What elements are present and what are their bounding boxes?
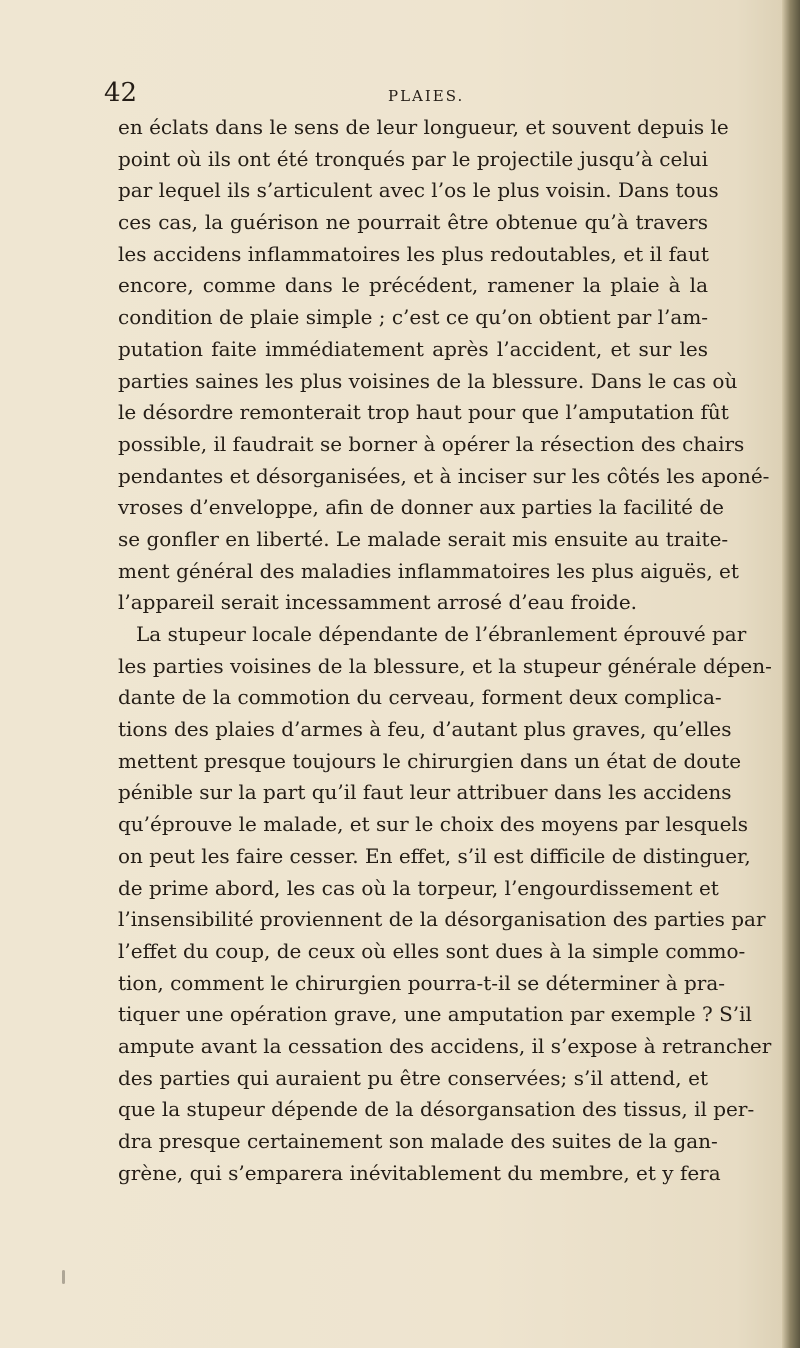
book-spine-shadow xyxy=(782,0,800,1348)
text-line: encore, comme dans le précédent, ramener la plaie à la xyxy=(118,273,708,298)
text-line: des parties qui auraient pu être conservées; s’il attend, et xyxy=(118,1065,708,1090)
text-line: tiquer une opération grave, une amputation par exemple ? S’il xyxy=(118,1002,752,1027)
text-line: que la stupeur dépende de la désorgansation des tissus, il per- xyxy=(118,1097,755,1122)
body-text xyxy=(118,112,772,1189)
text-line: de prime abord, les cas où la torpeur, l’engourdissement et xyxy=(118,875,719,900)
text-line: condition de plaie simple ; c’est ce qu’on obtient par l’am- xyxy=(118,305,709,330)
running-head: PLAIES. xyxy=(388,87,465,105)
text-line: en éclats dans le sens de leur longueur, et souvent depuis le xyxy=(118,115,729,139)
text-line: point où ils ont été tronqués par le projectile jusqu’à celui xyxy=(118,146,708,171)
text-line: dante de la commotion du cerveau, forment deux complica- xyxy=(118,685,722,710)
text-line: se gonfler en liberté. Le malade serait mis ensuite au traite- xyxy=(118,526,729,551)
text-line: putation faite immédiatement après l’accident, et sur les xyxy=(118,336,708,361)
paragraph-start-line: La stupeur locale dépendante de l’ébranlement éprouvé par xyxy=(136,622,747,646)
text-line: l’insensibilité proviennent de la désorganisation des parties par xyxy=(118,907,766,932)
text-line: les parties voisines de la blessure, et la stupeur générale dépen- xyxy=(118,653,772,678)
text-line: ment général des maladies inflammatoires les plus aiguës, et xyxy=(118,558,739,583)
text-line: possible, il faudrait se borner à opérer la résection des chairs xyxy=(118,431,745,456)
text-line: on peut les faire cesser. En effet, s’il est difficile de distinguer, xyxy=(118,843,751,868)
text-line: tions des plaies d’armes à feu, d’autant plus graves, qu’elles xyxy=(118,717,732,742)
text-line: vroses d’enveloppe, afin de donner aux parties la facilité de xyxy=(118,495,724,520)
text-line: pénible sur la part qu’il faut leur attribuer dans les accidens xyxy=(118,780,732,805)
text-line: ces cas, la guérison ne pourrait être obtenue qu’à travers xyxy=(118,210,708,235)
text-line: dra presque certainement son malade des suites de la gan- xyxy=(118,1129,718,1153)
text-line: l’effet du coup, de ceux où elles sont dues à la simple commo- xyxy=(118,938,746,963)
text-line: pendantes et désorganisées, et à inciser sur les côtés les aponé- xyxy=(118,463,770,488)
text-line: les accidens inflammatoires les plus redoutables, et il faut xyxy=(118,241,709,266)
text-line: par lequel ils s’articulent avec l’os le plus voisin. Dans tous xyxy=(118,178,719,203)
text-line: qu’éprouve le malade, et sur le choix des moyens par lesquels xyxy=(118,812,749,837)
text-line: mettent presque toujours le chirurgien dans un état de doute xyxy=(118,748,742,773)
text-line: grène, qui s’emparera inévitablement du membre, et y fera xyxy=(118,1160,721,1185)
page-number: 42 xyxy=(104,78,138,108)
text-line: parties saines les plus voisines de la blessure. Dans le cas où xyxy=(118,368,738,393)
text-line: le désordre remonterait trop haut pour que l’amputation fût xyxy=(118,400,729,425)
text-line: tion, comment le chirurgien pourra-t-il se déterminer à pra- xyxy=(118,970,726,995)
text-line: l’appareil serait incessamment arrosé d’eau froide. xyxy=(118,590,638,615)
paper-speck xyxy=(62,1270,65,1284)
text-line: ampute avant la cessation des accidens, il s’expose à retrancher xyxy=(118,1033,772,1058)
